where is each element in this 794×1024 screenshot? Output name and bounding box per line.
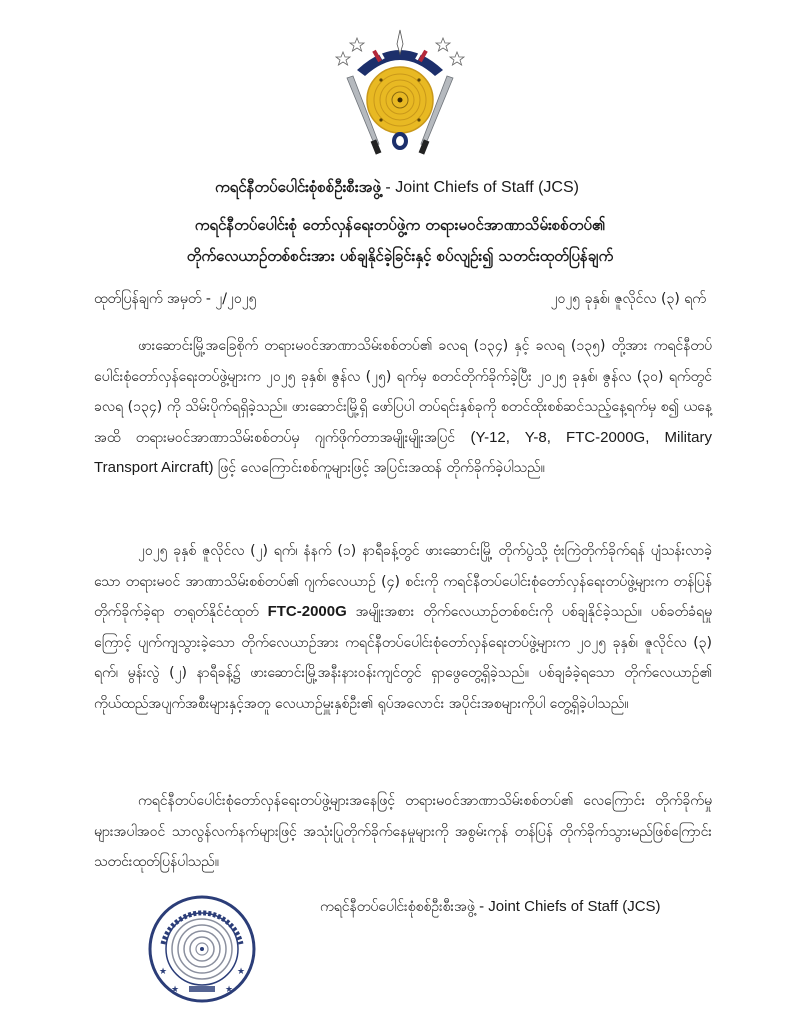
release-meta <box>94 288 706 310</box>
release-date: ၂၀၂၅ ခုနှစ်၊ ဇူလိုင်လ (၃) ရက် <box>550 291 706 307</box>
paragraph-3-text: ကရင်နီတပ်ပေါင်းစုံတော်လှန်ရေးတပ်ဖွဲ့များအနေဖြင့် တရားမဝင်အာဏာသိမ်းစစ်တပ်၏ လေကြောင်း တိုက်ခိုက်မှုများအပါအဝင် သာလွန်လက်နက်များဖြင့် အသုံးပြုတိုက်ခိုက်နေမှုများကို အစွမ်းကုန် တန်ပြန် တိုက်ခိုက်သွားမည်ဖြစ်ကြောင်း သတင်းထုတ်ပြန်ပါသည်။ <box>94 793 712 870</box>
title-line-1: ကရင်နီတပ်ပေါင်းစုံ တော်လှန်ရေးတပ်ဖွဲ့က တရားမဝင်အာဏာသိမ်းစစ်တပ်၏ <box>194 216 606 234</box>
svg-text:★: ★ <box>237 967 246 977</box>
signature-separator: - <box>474 898 489 915</box>
aircraft-model: FTC-2000G <box>267 603 347 620</box>
body-paragraph-2 <box>94 536 712 719</box>
signature-org-english: Joint Chiefs of Staff (JCS) <box>488 898 661 915</box>
paragraph-1-text-end: ဖြင့် လေကြောင်းစစ်ကူများဖြင့် အပြင်းအထန် တိုက်ခိုက်ခဲ့ပါသည်။ <box>213 460 545 476</box>
body-paragraph-3 <box>94 786 712 878</box>
aircraft-list: (Y-12, Y-8, FTC-2000G, Military Transport Aircraft) <box>94 428 712 476</box>
signature-org-burmese: ကရင်နီတပ်ပေါင်းစုံစစ်ဦးစီးအဖွဲ့ <box>320 899 475 915</box>
release-number: ထုတ်ပြန်ချက် အမှတ် - ၂/၂၀၂၅ <box>94 291 257 307</box>
svg-text:★: ★ <box>171 985 180 995</box>
paragraph-2-text: ၂၀၂၅ ခုနှစ် ဇူလိုင်လ (၂) ရက်၊ နံနက် (၁) နာရီခန့်တွင် ဖားဆောင်းမြို့ တိုက်ပွဲသို့ ဗုံးကြဲတိုက်ခိုက်ရန် ပျံသန်းလာခဲ့သော တရားမဝင် အာဏာသိမ်းစစ်တပ်၏ ဂျက်လေယာဉ် (၄) စင်းကို ကရင်နီတပ်ပေါင်းစုံတော်လှန်ရေးတပ်ဖွဲ့များက တန်ပြန်တိုက်ခိုက်ခဲ့ရာ တရုတ်နိုင်ငံထုတ် <box>94 543 712 620</box>
svg-text:★: ★ <box>225 985 234 995</box>
document-title <box>100 210 700 272</box>
paragraph-2-text-end: အမျိုးအစား တိုက်လေယာဉ်တစ်စင်းကို ပစ်ချနိုင်ခဲ့သည်။ ပစ်ခတ်ခံရမှုကြောင့် ပျက်ကျသွားခဲ့သော တိုက်လေယာဉ်အား ကရင်နီတပ်ပေါင်းစုံတော်လှန်ရေးတပ်ဖွဲ့များက ၂၀၂၅ ခုနှစ်၊ ဇူလိုင်လ (၃) ရက်၊ မွန်းလွဲ (၂) နာရီခန့်၌ ဖားဆောင်းမြို့အနီးနားဝန်းကျင်တွင် ရှာဖွေတွေ့ရှိခဲ့သည်။ ပစ်ချခံခဲ့ရသော တိုက်လေယာဉ်၏ ကိုယ်ထည်အပျက်အစီးများနှင့်အတူ လေယာဉ်မှူးနှစ်ဦး၏ ရုပ်အလောင်း အပိုင်းအစများကိုပါ တွေ့ရှိခဲ့ပါသည်။ <box>94 604 712 712</box>
svg-text:★: ★ <box>159 967 168 977</box>
org-name-english: Joint Chiefs of Staff (JCS) <box>395 179 579 196</box>
org-separator: - <box>380 179 396 196</box>
body-paragraph-1 <box>94 331 712 484</box>
organization-heading <box>0 176 794 199</box>
official-seal-icon <box>147 894 257 1004</box>
paragraph-1-text: ဖားဆောင်းမြို့အခြေစိုက် တရားမဝင်အာဏာသိမ်းစစ်တပ်၏ ခလရ (၁၃၄) နှင့် ခလရ (၁၃၅) တို့အား ကရင်နီတပ်ပေါင်းစုံတော်လှန်ရေးတပ်ဖွဲ့များက ၂၀၂၅ ခုနှစ်၊ ဇွန်လ (၂၅) ရက်မှ စတင်တိုက်ခိုက်ခဲ့ပြီး ၂၀၂၅ ခုနှစ်၊ ဇွန်လ (၃၀) ရက်တွင် ခလရ (၁၃၄) ကို သိမ်းပိုက်ရရှိခဲ့သည်။ ဖားဆောင်းမြို့ရှိ ဖော်ပြပါ တပ်ရင်းနှစ်ခုကို စတင်ထိုးစစ်ဆင်သည့်နေ့ရက်မှ စ၍ ယနေ့အထိ တရားမဝင်အာဏာသိမ်းစစ်တပ်မှ ဂျက်ဖိုက်တာအမျိုးမျိုးအပြင် <box>94 338 712 446</box>
signature-line <box>320 896 661 918</box>
title-line-2: တိုက်လေယာဉ်တစ်စင်းအား ပစ်ချနိုင်ခဲ့ခြင်းနှင့် စပ်လျဉ်း၍ သတင်းထုတ်ပြန်ချက် <box>186 247 614 265</box>
org-name-burmese: ကရင်နီတပ်ပေါင်းစုံစစ်ဦးစီးအဖွဲ့ <box>215 178 381 196</box>
jcs-emblem-icon <box>335 28 465 158</box>
